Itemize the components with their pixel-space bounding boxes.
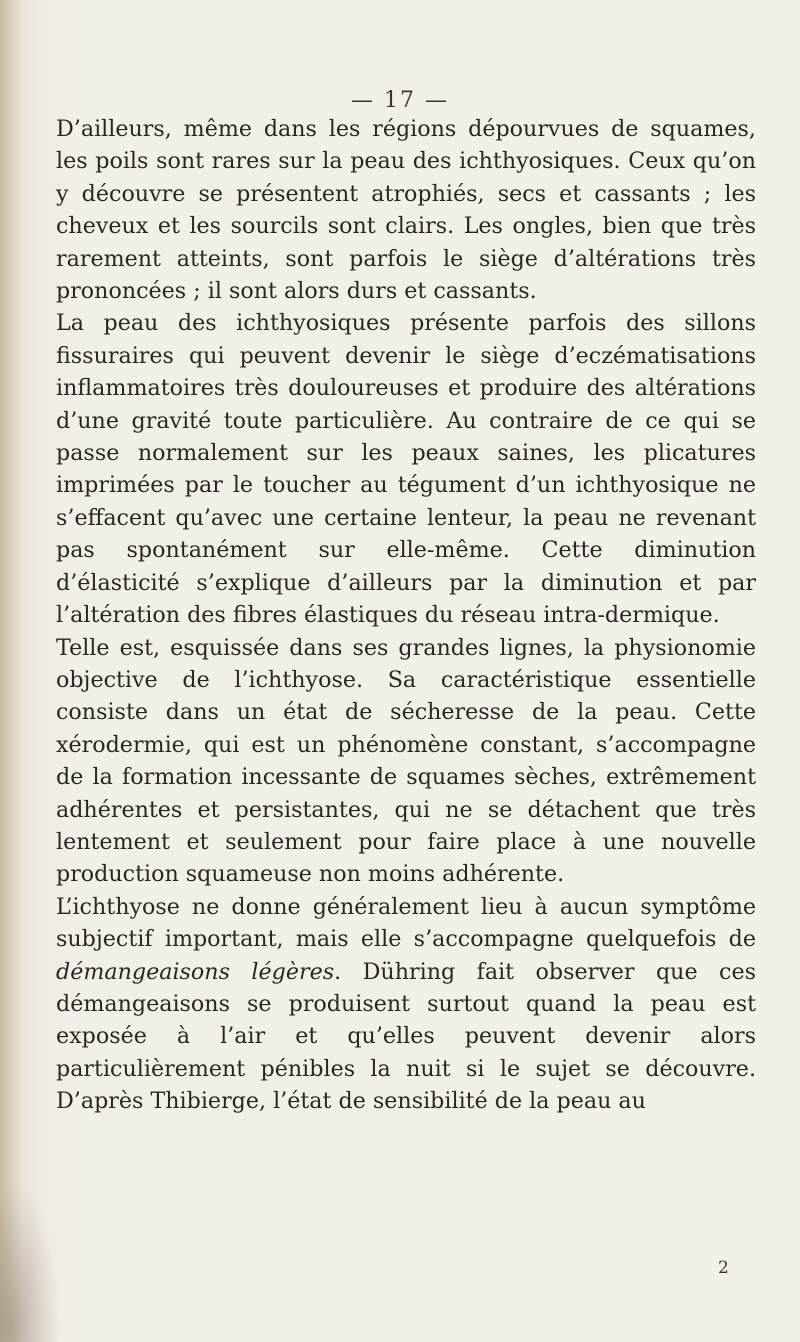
paragraph-4-text-b: . Dühring fait observer que ces démangeaisons se produisent surtout quand la peau est exposée à l’air et qu’elles peuvent devenir alors particulièrement pénibles la nuit si le sujet se découvre. D’après Thibierge, l’état de sensibilité de la peau au <box>56 958 756 1115</box>
paragraph-2 <box>56 307 756 631</box>
paragraph-4 <box>56 891 756 1118</box>
paragraph-2-text: La peau des ichthyosiques présente parfois des sillons fissuraires qui peuvent devenir le siège d’eczématisations inflammatoires très douloureuses et produire des altérations d’une gravité toute particulière. Au contraire de ce qui se passe normalement sur les peaux saines, les plicatures imprimées par le toucher au tégument d’un ichthyosique ne s’effacent qu’avec une certaine lenteur, la peau ne revenant pas spontanément sur elle-même. Cette diminution d’élasticité s’explique d’ailleurs par la diminution et par l’altération des fibres élastiques du réseau intra-dermique. <box>56 310 756 629</box>
paragraph-4-italic-term: démangeaisons légères <box>56 958 335 985</box>
paragraph-1-text: D’ailleurs, même dans les régions dépourvues de squames, les poils sont rares sur la peau des ichthyosiques. Ceux qu’on y découvre se présentent atrophiés, secs et cassants ; les cheveux et les sourcils sont clairs. Les ongles, bien que très rarement atteints, sont parfois le siège d’altérations très prononcées ; il sont alors durs et cassants. <box>56 116 756 305</box>
page-edge-shading <box>0 0 22 1342</box>
body-text <box>56 113 756 1118</box>
paragraph-1 <box>56 113 756 307</box>
paragraph-3-text: Telle est, esquissée dans ses grandes lignes, la physionomie objective de l’ichthyose. Sa caractéristique essentielle consiste dans un état de sécheresse de la peau. Cette xérodermie, qui est un phénomène constant, s’accompagne de la formation incessante de squames sèches, extrêmement adhérentes et persistantes, qui ne se détachent que très lentement et seulement pour faire place à une nouvelle production squameuse non moins adhérente. <box>56 634 756 888</box>
paragraph-4-text-a: L’ichthyose ne donne généralement lieu à aucun symptôme subjectif important, mais elle s’accompagne quelquefois de <box>56 893 756 953</box>
page-number-header: — 17 — <box>351 88 449 113</box>
signature-mark: 2 <box>718 1258 729 1278</box>
page-corner-shadow <box>0 1180 60 1342</box>
paragraph-3 <box>56 632 756 891</box>
